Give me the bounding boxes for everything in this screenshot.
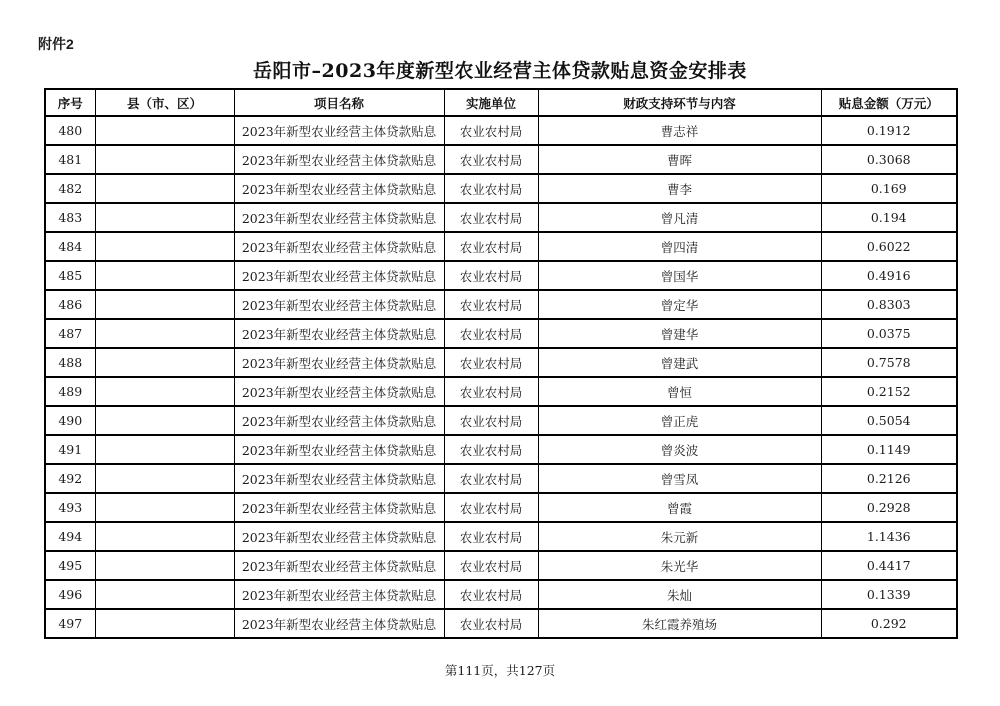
cell-project-name: 2023年新型农业经营主体贷款贴息 bbox=[234, 145, 444, 174]
cell-sequence-number: 488 bbox=[45, 348, 95, 377]
table-row bbox=[45, 377, 957, 406]
cell-implementing-unit: 农业农村局 bbox=[444, 174, 538, 203]
cell-county bbox=[95, 464, 234, 493]
cell-sequence-number: 495 bbox=[45, 551, 95, 580]
cell-subsidy-amount: 0.5054 bbox=[821, 406, 957, 435]
table-row bbox=[45, 348, 957, 377]
cell-implementing-unit: 农业农村局 bbox=[444, 406, 538, 435]
table-row bbox=[45, 580, 957, 609]
cell-county bbox=[95, 348, 234, 377]
column-header-county: 县（市、区） bbox=[95, 89, 234, 116]
cell-support-content: 曾雪凤 bbox=[538, 464, 821, 493]
cell-sequence-number: 491 bbox=[45, 435, 95, 464]
cell-project-name: 2023年新型农业经营主体贷款贴息 bbox=[234, 522, 444, 551]
cell-subsidy-amount: 0.1149 bbox=[821, 435, 957, 464]
cell-county bbox=[95, 174, 234, 203]
page-number-footer: 第111页，共127页 bbox=[444, 663, 556, 678]
column-header-implementing-unit: 实施单位 bbox=[444, 89, 538, 116]
cell-sequence-number: 482 bbox=[45, 174, 95, 203]
table-row bbox=[45, 493, 957, 522]
cell-implementing-unit: 农业农村局 bbox=[444, 435, 538, 464]
page-title: 岳阳市–2023年度新型农业经营主体贷款贴息资金安排表 bbox=[253, 60, 747, 82]
cell-project-name: 2023年新型农业经营主体贷款贴息 bbox=[234, 174, 444, 203]
cell-support-content: 曾炎波 bbox=[538, 435, 821, 464]
cell-implementing-unit: 农业农村局 bbox=[444, 232, 538, 261]
cell-project-name: 2023年新型农业经营主体贷款贴息 bbox=[234, 580, 444, 609]
cell-implementing-unit: 农业农村局 bbox=[444, 464, 538, 493]
cell-subsidy-amount: 0.1339 bbox=[821, 580, 957, 609]
cell-county bbox=[95, 580, 234, 609]
cell-sequence-number: 490 bbox=[45, 406, 95, 435]
table-row bbox=[45, 406, 957, 435]
table-row bbox=[45, 319, 957, 348]
table-row bbox=[45, 174, 957, 203]
cell-support-content: 曾定华 bbox=[538, 290, 821, 319]
cell-implementing-unit: 农业农村局 bbox=[444, 261, 538, 290]
cell-subsidy-amount: 0.3068 bbox=[821, 145, 957, 174]
cell-county bbox=[95, 203, 234, 232]
cell-implementing-unit: 农业农村局 bbox=[444, 145, 538, 174]
cell-sequence-number: 487 bbox=[45, 319, 95, 348]
cell-implementing-unit: 农业农村局 bbox=[444, 116, 538, 145]
table-row bbox=[45, 435, 957, 464]
cell-project-name: 2023年新型农业经营主体贷款贴息 bbox=[234, 493, 444, 522]
cell-support-content: 曾霞 bbox=[538, 493, 821, 522]
table-row bbox=[45, 464, 957, 493]
cell-county bbox=[95, 406, 234, 435]
cell-county bbox=[95, 522, 234, 551]
column-header-subsidy-amount: 贴息金额（万元） bbox=[821, 89, 957, 116]
table-row bbox=[45, 609, 957, 638]
table-row bbox=[45, 116, 957, 145]
cell-implementing-unit: 农业农村局 bbox=[444, 377, 538, 406]
cell-subsidy-amount: 1.1436 bbox=[821, 522, 957, 551]
cell-county bbox=[95, 232, 234, 261]
cell-support-content: 朱元新 bbox=[538, 522, 821, 551]
cell-implementing-unit: 农业农村局 bbox=[444, 609, 538, 638]
cell-subsidy-amount: 0.4916 bbox=[821, 261, 957, 290]
cell-sequence-number: 484 bbox=[45, 232, 95, 261]
cell-implementing-unit: 农业农村局 bbox=[444, 290, 538, 319]
cell-implementing-unit: 农业农村局 bbox=[444, 493, 538, 522]
column-header-support-content: 财政支持环节与内容 bbox=[538, 89, 821, 116]
table-row bbox=[45, 551, 957, 580]
cell-subsidy-amount: 0.2928 bbox=[821, 493, 957, 522]
cell-project-name: 2023年新型农业经营主体贷款贴息 bbox=[234, 232, 444, 261]
table-row bbox=[45, 522, 957, 551]
cell-support-content: 曾国华 bbox=[538, 261, 821, 290]
cell-support-content: 曾建武 bbox=[538, 348, 821, 377]
cell-subsidy-amount: 0.8303 bbox=[821, 290, 957, 319]
cell-project-name: 2023年新型农业经营主体贷款贴息 bbox=[234, 348, 444, 377]
cell-project-name: 2023年新型农业经营主体贷款贴息 bbox=[234, 261, 444, 290]
table-row bbox=[45, 232, 957, 261]
cell-project-name: 2023年新型农业经营主体贷款贴息 bbox=[234, 406, 444, 435]
cell-subsidy-amount: 0.0375 bbox=[821, 319, 957, 348]
cell-subsidy-amount: 0.194 bbox=[821, 203, 957, 232]
cell-county bbox=[95, 116, 234, 145]
cell-support-content: 朱光华 bbox=[538, 551, 821, 580]
cell-support-content: 曾恒 bbox=[538, 377, 821, 406]
cell-subsidy-amount: 0.4417 bbox=[821, 551, 957, 580]
cell-subsidy-amount: 0.2152 bbox=[821, 377, 957, 406]
cell-project-name: 2023年新型农业经营主体贷款贴息 bbox=[234, 551, 444, 580]
cell-project-name: 2023年新型农业经营主体贷款贴息 bbox=[234, 319, 444, 348]
cell-implementing-unit: 农业农村局 bbox=[444, 551, 538, 580]
table-row bbox=[45, 290, 957, 319]
cell-sequence-number: 497 bbox=[45, 609, 95, 638]
table-row bbox=[45, 261, 957, 290]
cell-project-name: 2023年新型农业经营主体贷款贴息 bbox=[234, 203, 444, 232]
cell-sequence-number: 489 bbox=[45, 377, 95, 406]
cell-county bbox=[95, 493, 234, 522]
cell-county bbox=[95, 435, 234, 464]
cell-project-name: 2023年新型农业经营主体贷款贴息 bbox=[234, 464, 444, 493]
cell-sequence-number: 486 bbox=[45, 290, 95, 319]
cell-implementing-unit: 农业农村局 bbox=[444, 203, 538, 232]
cell-subsidy-amount: 0.7578 bbox=[821, 348, 957, 377]
cell-county bbox=[95, 290, 234, 319]
cell-support-content: 曹李 bbox=[538, 174, 821, 203]
subsidy-table bbox=[44, 88, 958, 639]
table-row bbox=[45, 203, 957, 232]
cell-implementing-unit: 农业农村局 bbox=[444, 522, 538, 551]
table-header bbox=[45, 89, 957, 116]
cell-sequence-number: 485 bbox=[45, 261, 95, 290]
cell-implementing-unit: 农业农村局 bbox=[444, 580, 538, 609]
cell-county bbox=[95, 609, 234, 638]
cell-county bbox=[95, 261, 234, 290]
cell-county bbox=[95, 377, 234, 406]
attachment-label: 附件2 bbox=[38, 36, 74, 52]
cell-county bbox=[95, 551, 234, 580]
cell-support-content: 曾凡清 bbox=[538, 203, 821, 232]
cell-sequence-number: 492 bbox=[45, 464, 95, 493]
table-header-row bbox=[45, 89, 957, 116]
cell-support-content: 曹晖 bbox=[538, 145, 821, 174]
cell-support-content: 朱灿 bbox=[538, 580, 821, 609]
table-row bbox=[45, 145, 957, 174]
cell-implementing-unit: 农业农村局 bbox=[444, 319, 538, 348]
cell-support-content: 朱红霞养殖场 bbox=[538, 609, 821, 638]
cell-county bbox=[95, 319, 234, 348]
cell-project-name: 2023年新型农业经营主体贷款贴息 bbox=[234, 609, 444, 638]
cell-support-content: 曾四清 bbox=[538, 232, 821, 261]
cell-sequence-number: 493 bbox=[45, 493, 95, 522]
cell-subsidy-amount: 0.292 bbox=[821, 609, 957, 638]
column-header-sequence: 序号 bbox=[45, 89, 95, 116]
cell-sequence-number: 496 bbox=[45, 580, 95, 609]
cell-sequence-number: 481 bbox=[45, 145, 95, 174]
cell-project-name: 2023年新型农业经营主体贷款贴息 bbox=[234, 290, 444, 319]
cell-project-name: 2023年新型农业经营主体贷款贴息 bbox=[234, 116, 444, 145]
table-body bbox=[45, 116, 957, 638]
cell-support-content: 曾正虎 bbox=[538, 406, 821, 435]
cell-project-name: 2023年新型农业经营主体贷款贴息 bbox=[234, 377, 444, 406]
cell-support-content: 曾建华 bbox=[538, 319, 821, 348]
cell-subsidy-amount: 0.6022 bbox=[821, 232, 957, 261]
cell-support-content: 曹志祥 bbox=[538, 116, 821, 145]
cell-subsidy-amount: 0.169 bbox=[821, 174, 957, 203]
cell-sequence-number: 483 bbox=[45, 203, 95, 232]
cell-subsidy-amount: 0.1912 bbox=[821, 116, 957, 145]
cell-county bbox=[95, 145, 234, 174]
column-header-project-name: 项目名称 bbox=[234, 89, 444, 116]
cell-sequence-number: 494 bbox=[45, 522, 95, 551]
cell-subsidy-amount: 0.2126 bbox=[821, 464, 957, 493]
cell-project-name: 2023年新型农业经营主体贷款贴息 bbox=[234, 435, 444, 464]
cell-implementing-unit: 农业农村局 bbox=[444, 348, 538, 377]
cell-sequence-number: 480 bbox=[45, 116, 95, 145]
